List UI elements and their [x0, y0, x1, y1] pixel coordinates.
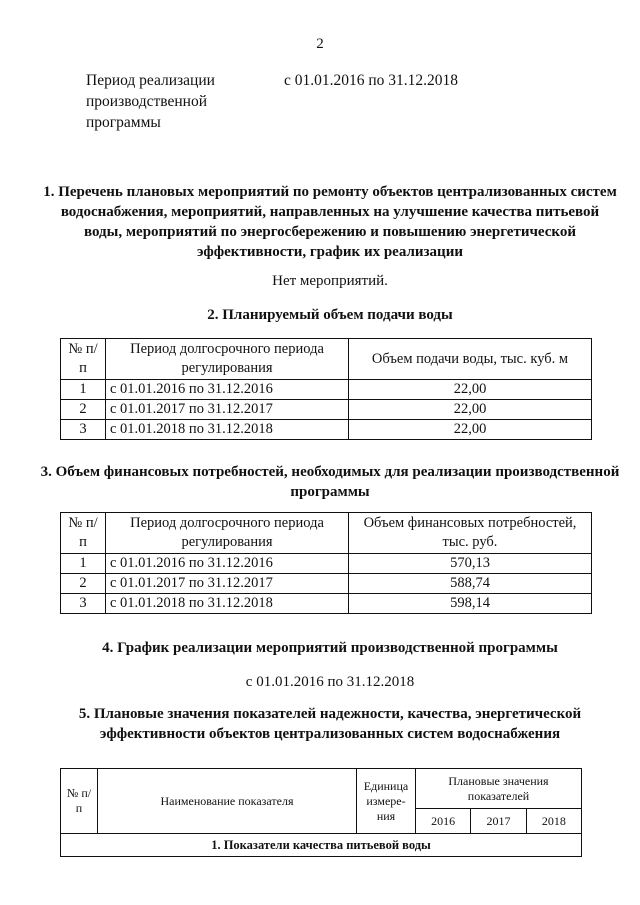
header-financial: Объем финансовых потребностей, тыс. руб.	[349, 513, 592, 554]
header-indicator-name: Наименование показателя	[98, 769, 357, 834]
header-unit: Единица измере-ния	[357, 769, 416, 834]
section2-heading: 2. Планируемый объем подачи воды	[207, 307, 453, 323]
row-period: с 01.01.2016 по 31.12.2016	[106, 554, 349, 574]
row-num: 3	[61, 420, 106, 440]
table-row	[61, 574, 592, 594]
table-row	[61, 420, 592, 440]
section1-text: Нет мероприятий.	[272, 273, 388, 289]
table-header-row	[61, 339, 592, 380]
row-value: 588,74	[349, 574, 592, 594]
section3-heading: 3. Объем финансовых потребностей, необходимых для реализации производственной программы	[40, 464, 620, 500]
header-period: Период долгосрочного периода регулирования	[106, 339, 349, 380]
water-supply-table	[60, 338, 592, 440]
row-num: 1	[61, 380, 106, 400]
row-num: 3	[61, 594, 106, 614]
row-value: 22,00	[349, 420, 592, 440]
row-period: с 01.01.2016 по 31.12.2016	[106, 380, 349, 400]
page-number: 2	[316, 36, 324, 52]
header-year-2018: 2018	[526, 809, 581, 834]
row-period: с 01.01.2018 по 31.12.2018	[106, 594, 349, 614]
financial-needs-table	[60, 512, 592, 614]
header-volume: Объем подачи воды, тыс. куб. м	[349, 339, 592, 380]
header-planned-values: Плановые значения показателей	[416, 769, 582, 809]
table-row	[61, 400, 592, 420]
row-period: с 01.01.2017 по 31.12.2017	[106, 400, 349, 420]
row-value: 598,14	[349, 594, 592, 614]
header-num: № п/п	[61, 339, 106, 380]
header-num: № п/п	[61, 769, 98, 834]
section1-heading: 1. Перечень плановых мероприятий по ремонту объектов централизованных систем водоснабжения, мероприятий, направленных на улучшение качества питьевой воды, мероприятий по энергосбережению и повышению энергетической эффективности, график их реализации	[43, 184, 617, 260]
table-row	[61, 380, 592, 400]
header-num: № п/п	[61, 513, 106, 554]
row-num: 2	[61, 574, 106, 594]
row-period: с 01.01.2017 по 31.12.2017	[106, 574, 349, 594]
row-value: 22,00	[349, 400, 592, 420]
header-year-2017: 2017	[471, 809, 526, 834]
header-year-2016: 2016	[416, 809, 471, 834]
table-header-row	[61, 513, 592, 554]
table-header-row	[61, 769, 582, 809]
section4-text: с 01.01.2016 по 31.12.2018	[245, 674, 415, 690]
row-period: с 01.01.2018 по 31.12.2018	[106, 420, 349, 440]
row-num: 2	[61, 400, 106, 420]
period-value: с 01.01.2016 по 31.12.2018	[284, 72, 459, 89]
row-value: 570,13	[349, 554, 592, 574]
table-row	[61, 594, 592, 614]
header-period: Период долгосрочного периода регулирования	[106, 513, 349, 554]
period-label: Период реализации производственной программы	[86, 72, 215, 131]
table-section-row	[61, 834, 582, 857]
section-row-label: 1. Показатели качества питьевой воды	[61, 834, 582, 857]
table-row	[61, 554, 592, 574]
indicators-table	[60, 768, 582, 857]
section5-heading: 5. Плановые значения показателей надежности, качества, энергетической эффективности объектов централизованных систем водоснабжения	[78, 706, 582, 742]
section4-heading: 4. График реализации мероприятий производственной программы	[102, 640, 558, 656]
row-num: 1	[61, 554, 106, 574]
row-value: 22,00	[349, 380, 592, 400]
